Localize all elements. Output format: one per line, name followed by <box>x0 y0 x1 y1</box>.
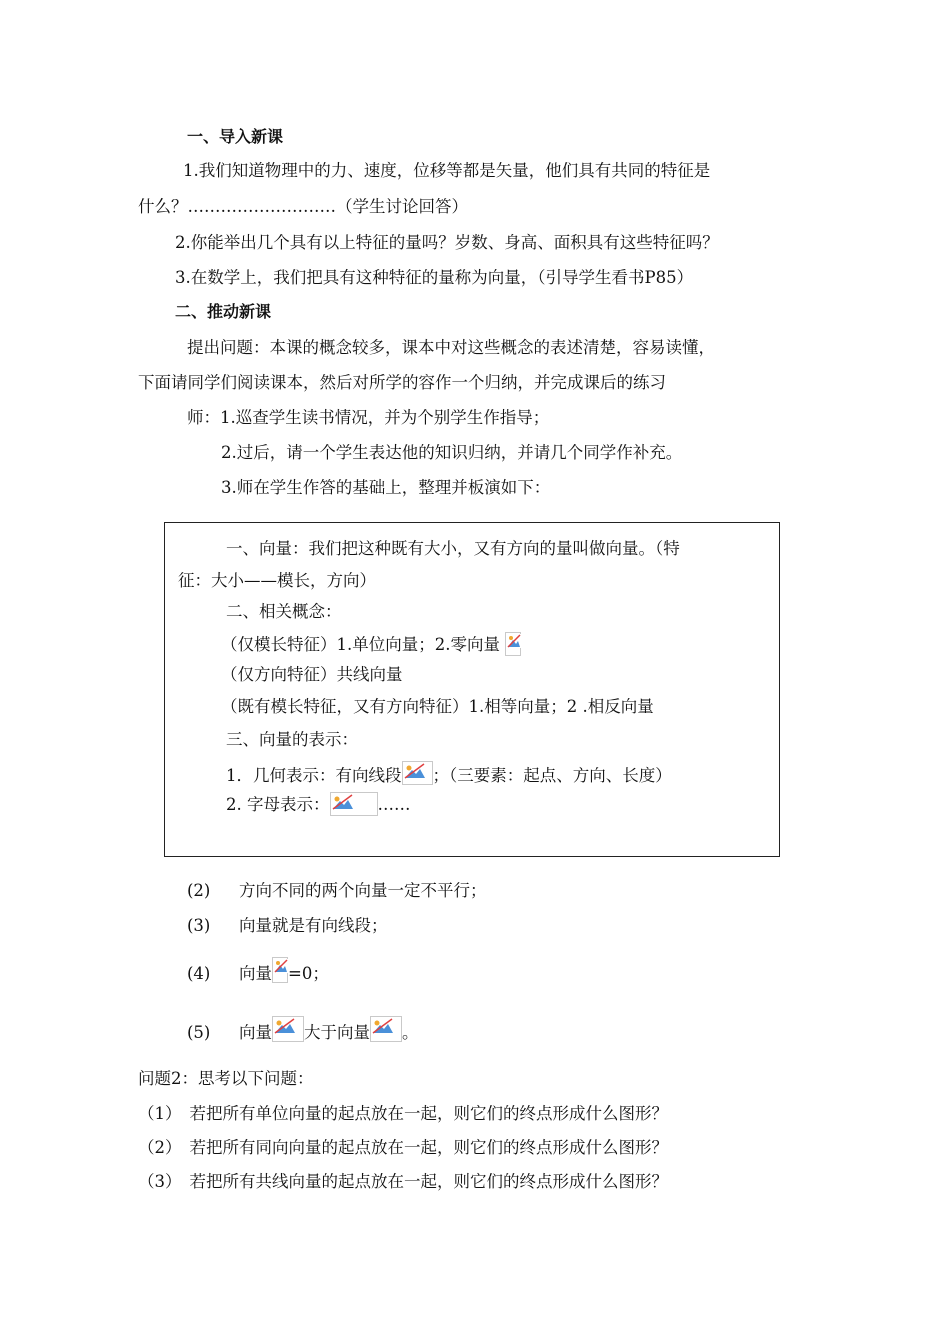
broken-image-icon <box>272 1016 304 1042</box>
box-line-1: 一、向量：我们把这种既有大小，又有方向的量叫做向量。（特 <box>226 539 680 558</box>
paragraph-2: 2.你能举出几个具有以上特征的量吗？岁数、身高、面积具有这些特征吗？ <box>175 233 719 252</box>
item-2-number: (2) <box>187 881 211 900</box>
box-line-4-text: （仅模长特征）1.单位向量；2.零向量 <box>221 635 500 654</box>
teacher-step-3: 3.师在学生作答的基础上，整理并板演如下： <box>221 478 551 497</box>
item-5-text-b: 大于向量 <box>304 1023 370 1042</box>
broken-image-icon <box>505 632 521 656</box>
broken-image-icon <box>370 1016 402 1042</box>
item-2-text: 方向不同的两个向量一定不平行； <box>239 881 487 900</box>
box-line-2: 征：大小——模长，方向） <box>178 571 376 590</box>
item-4-number: (4) <box>187 964 211 983</box>
box-line-8-text-b: ；（三要素：起点、方向、长度） <box>432 766 672 785</box>
question-2-item-1-number: （1） <box>138 1104 182 1123</box>
item-3-number: (3) <box>187 916 211 935</box>
item-4-text-a: 向量 <box>239 964 272 983</box>
teacher-step-2: 2.过后，请一个学生表达他的知识归纳，并请几个同学作补充。 <box>221 443 683 462</box>
item-4 <box>187 957 329 985</box>
question-2-item-2 <box>138 1137 668 1159</box>
item-5-number: (5) <box>187 1023 211 1042</box>
question-2-item-1 <box>138 1103 668 1125</box>
section-title-intro: 一、导入新课 <box>187 127 284 146</box>
box-line-4 <box>221 632 521 656</box>
box-line-3: 二、相关概念： <box>226 602 342 621</box>
section-title-new: 二、推动新课 <box>175 302 272 321</box>
question-2-item-3-text: 若把所有共线向量的起点放在一起，则它们的终点形成什么图形？ <box>189 1172 668 1191</box>
box-line-6: （既有模长特征，又有方向特征）1.相等向量；2 .相反向量 <box>221 697 654 716</box>
question-2-item-3 <box>138 1171 668 1193</box>
box-line-7: 三、向量的表示： <box>226 730 358 749</box>
item-5 <box>187 1016 419 1044</box>
question-2-item-3-number: （3） <box>138 1172 182 1191</box>
box-line-8-text-a: 1．几何表示：有向线段 <box>226 766 402 785</box>
question-2-item-1-text: 若把所有单位向量的起点放在一起，则它们的终点形成什么图形？ <box>189 1104 668 1123</box>
item-5-text-c: 。 <box>402 1023 419 1042</box>
item-4-text-b: =0； <box>288 964 329 983</box>
item-5-text-a: 向量 <box>239 1023 272 1042</box>
question-2-item-2-number: （2） <box>138 1138 182 1157</box>
broken-image-icon <box>272 957 288 983</box>
paragraph-3: 3.在数学上，我们把具有这种特征的量称为向量，（引导学生看书P85） <box>175 268 694 287</box>
broken-image-icon <box>330 792 378 816</box>
item-2 <box>187 880 487 902</box>
box-line-9 <box>226 792 411 816</box>
item-3 <box>187 915 388 937</box>
question-2-item-2-text: 若把所有同向向量的起点放在一起，则它们的终点形成什么图形？ <box>189 1138 668 1157</box>
box-line-9-text-a: 2. 字母表示： <box>226 795 330 814</box>
question-2-title: 问题2：思考以下问题： <box>138 1069 314 1088</box>
item-3-text: 向量就是有向线段； <box>239 916 388 935</box>
broken-image-icon <box>402 761 433 785</box>
question-intro-line-1: 提出问题：本课的概念较多，课本中对这些概念的表述清楚，容易读懂， <box>187 338 715 357</box>
box-line-8 <box>226 761 672 787</box>
box-line-9-text-b: …… <box>377 795 411 814</box>
paragraph-1-line-1: 1.我们知道物理中的力、速度，位移等都是矢量，他们具有共同的特征是 <box>183 161 711 180</box>
box-line-5: （仅方向特征）共线向量 <box>221 665 403 684</box>
question-intro-line-2: 下面请同学们阅读课本，然后对所学的容作一个归纳，并完成课后的练习 <box>138 373 666 392</box>
paragraph-1-line-2: 什么？………………………（学生讨论回答） <box>138 197 468 216</box>
teacher-step-1: 师：1.巡查学生读书情况，并为个别学生作指导； <box>187 408 550 427</box>
